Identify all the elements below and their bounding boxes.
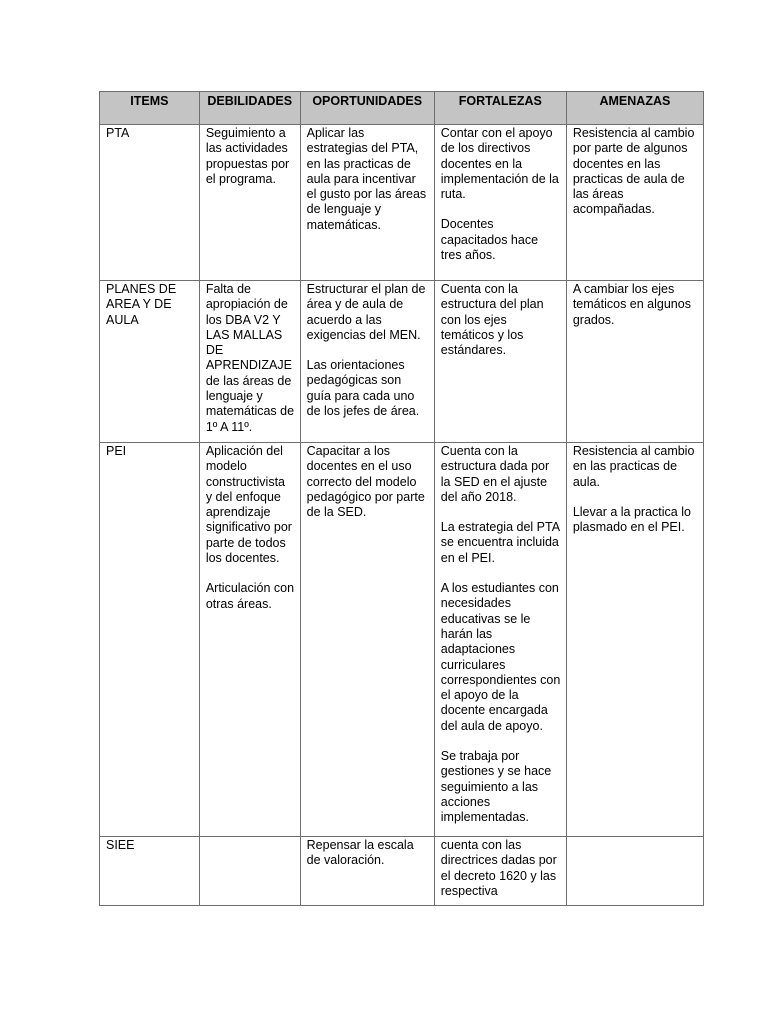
cell-paragraph: A los estudiantes con necesidades educativas se le harán las adaptaciones curriculares correspondientes con el apoyo de la docente encargada del aula de apoyo.: [440, 581, 561, 733]
cell-amenazas: [566, 125, 703, 281]
cell-paragraph: Docentes capacitados hace tres años.: [440, 217, 539, 263]
cell-paragraph: Seguimiento a las actividades propuestas por el programa.: [205, 126, 290, 186]
table-row: [100, 281, 704, 443]
cell-paragraph: Se trabaja por gestiones y se hace seguimiento a las acciones implementadas.: [440, 749, 552, 825]
cell-debilidades: [199, 443, 300, 837]
cell-oportunidades: [300, 837, 434, 906]
cell-paragraph: Articulación con otras áreas.: [205, 581, 295, 611]
cell-paragraph: Resistencia al cambio en las practicas de aula.: [572, 444, 695, 489]
cell-oportunidades: [300, 281, 434, 443]
cell-paragraph: PTA: [106, 126, 130, 140]
cell-paragraph: Estructurar el plan de área y de aula de acuerdo a las exigencias del MEN.: [306, 282, 426, 342]
cell-item: [100, 837, 200, 906]
cell-item: [100, 125, 200, 281]
cell-paragraph: PLANES DE AREA Y DE AULA: [106, 282, 177, 327]
cell-amenazas: [566, 281, 703, 443]
cell-fortalezas: [434, 837, 566, 906]
header-fortalezas: FORTALEZAS: [434, 92, 566, 125]
cell-fortalezas: [434, 281, 566, 443]
cell-paragraph: Cuenta con la estructura dada por la SED en el ajuste del año 2018.: [440, 444, 550, 504]
cell-amenazas: [566, 837, 703, 906]
table-row: [100, 443, 704, 837]
cell-paragraph: Contar con el apoyo de los directivos docentes en la implementación de la ruta.: [440, 126, 559, 202]
header-oportunidades: OPORTUNIDADES: [300, 92, 434, 125]
cell-debilidades: [199, 281, 300, 443]
cell-fortalezas: [434, 125, 566, 281]
header-amenazas: AMENAZAS: [566, 92, 703, 125]
cell-item: [100, 443, 200, 837]
table-row: [100, 837, 704, 906]
cell-debilidades: [199, 837, 300, 906]
dofa-table: [99, 91, 704, 906]
cell-fortalezas: [434, 443, 566, 837]
cell-paragraph: Capacitar a los docentes en el uso correcto del modelo pedagógico por parte de la SED.: [306, 444, 425, 520]
cell-paragraph: Aplicación del modelo constructivista y del enfoque aprendizaje significativo por parte de todos los docentes.: [205, 444, 292, 566]
header-items: ITEMS: [100, 92, 200, 125]
header-row: [100, 92, 704, 125]
cell-paragraph: Llevar a la practica lo plasmado en el PEI.: [572, 504, 691, 535]
cell-paragraph: Cuenta con la estructura del plan con los ejes temáticos y los estándares.: [440, 282, 544, 358]
cell-oportunidades: [300, 443, 434, 837]
cell-oportunidades: [300, 125, 434, 281]
cell-paragraph: Las orientaciones pedagógicas son guía para cada uno de los jefes de área.: [306, 358, 420, 419]
cell-debilidades: [199, 125, 300, 281]
cell-amenazas: [566, 443, 703, 837]
cell-paragraph: Resistencia al cambio por parte de algunos docentes en las practicas de aula de las áreas acompañadas.: [572, 126, 695, 217]
cell-paragraph: Aplicar las estrategias del PTA, en las practicas de aula para incentivar el gusto por las áreas de lenguaje y matemáticas.: [306, 126, 427, 232]
cell-paragraph: Falta de apropiación de los DBA V2 Y LAS MALLAS DE APRENDIZAJE de las áreas de lenguaje y matemáticas de 1º A 11º.: [205, 282, 295, 434]
cell-paragraph: PEI: [106, 444, 127, 458]
table-row: [100, 125, 704, 281]
cell-paragraph: cuenta con las directrices dadas por el decreto 1620 y las respectiva: [440, 838, 557, 898]
cell-paragraph: A cambiar los ejes temáticos en algunos grados.: [572, 282, 691, 327]
cell-paragraph: Repensar la escala de valoración.: [306, 838, 414, 868]
cell-paragraph: La estrategia del PTA se encuentra incluida en el PEI.: [440, 520, 560, 565]
header-debilidades: DEBILIDADES: [199, 92, 300, 125]
cell-item: [100, 281, 200, 443]
cell-paragraph: SIEE: [106, 838, 135, 852]
